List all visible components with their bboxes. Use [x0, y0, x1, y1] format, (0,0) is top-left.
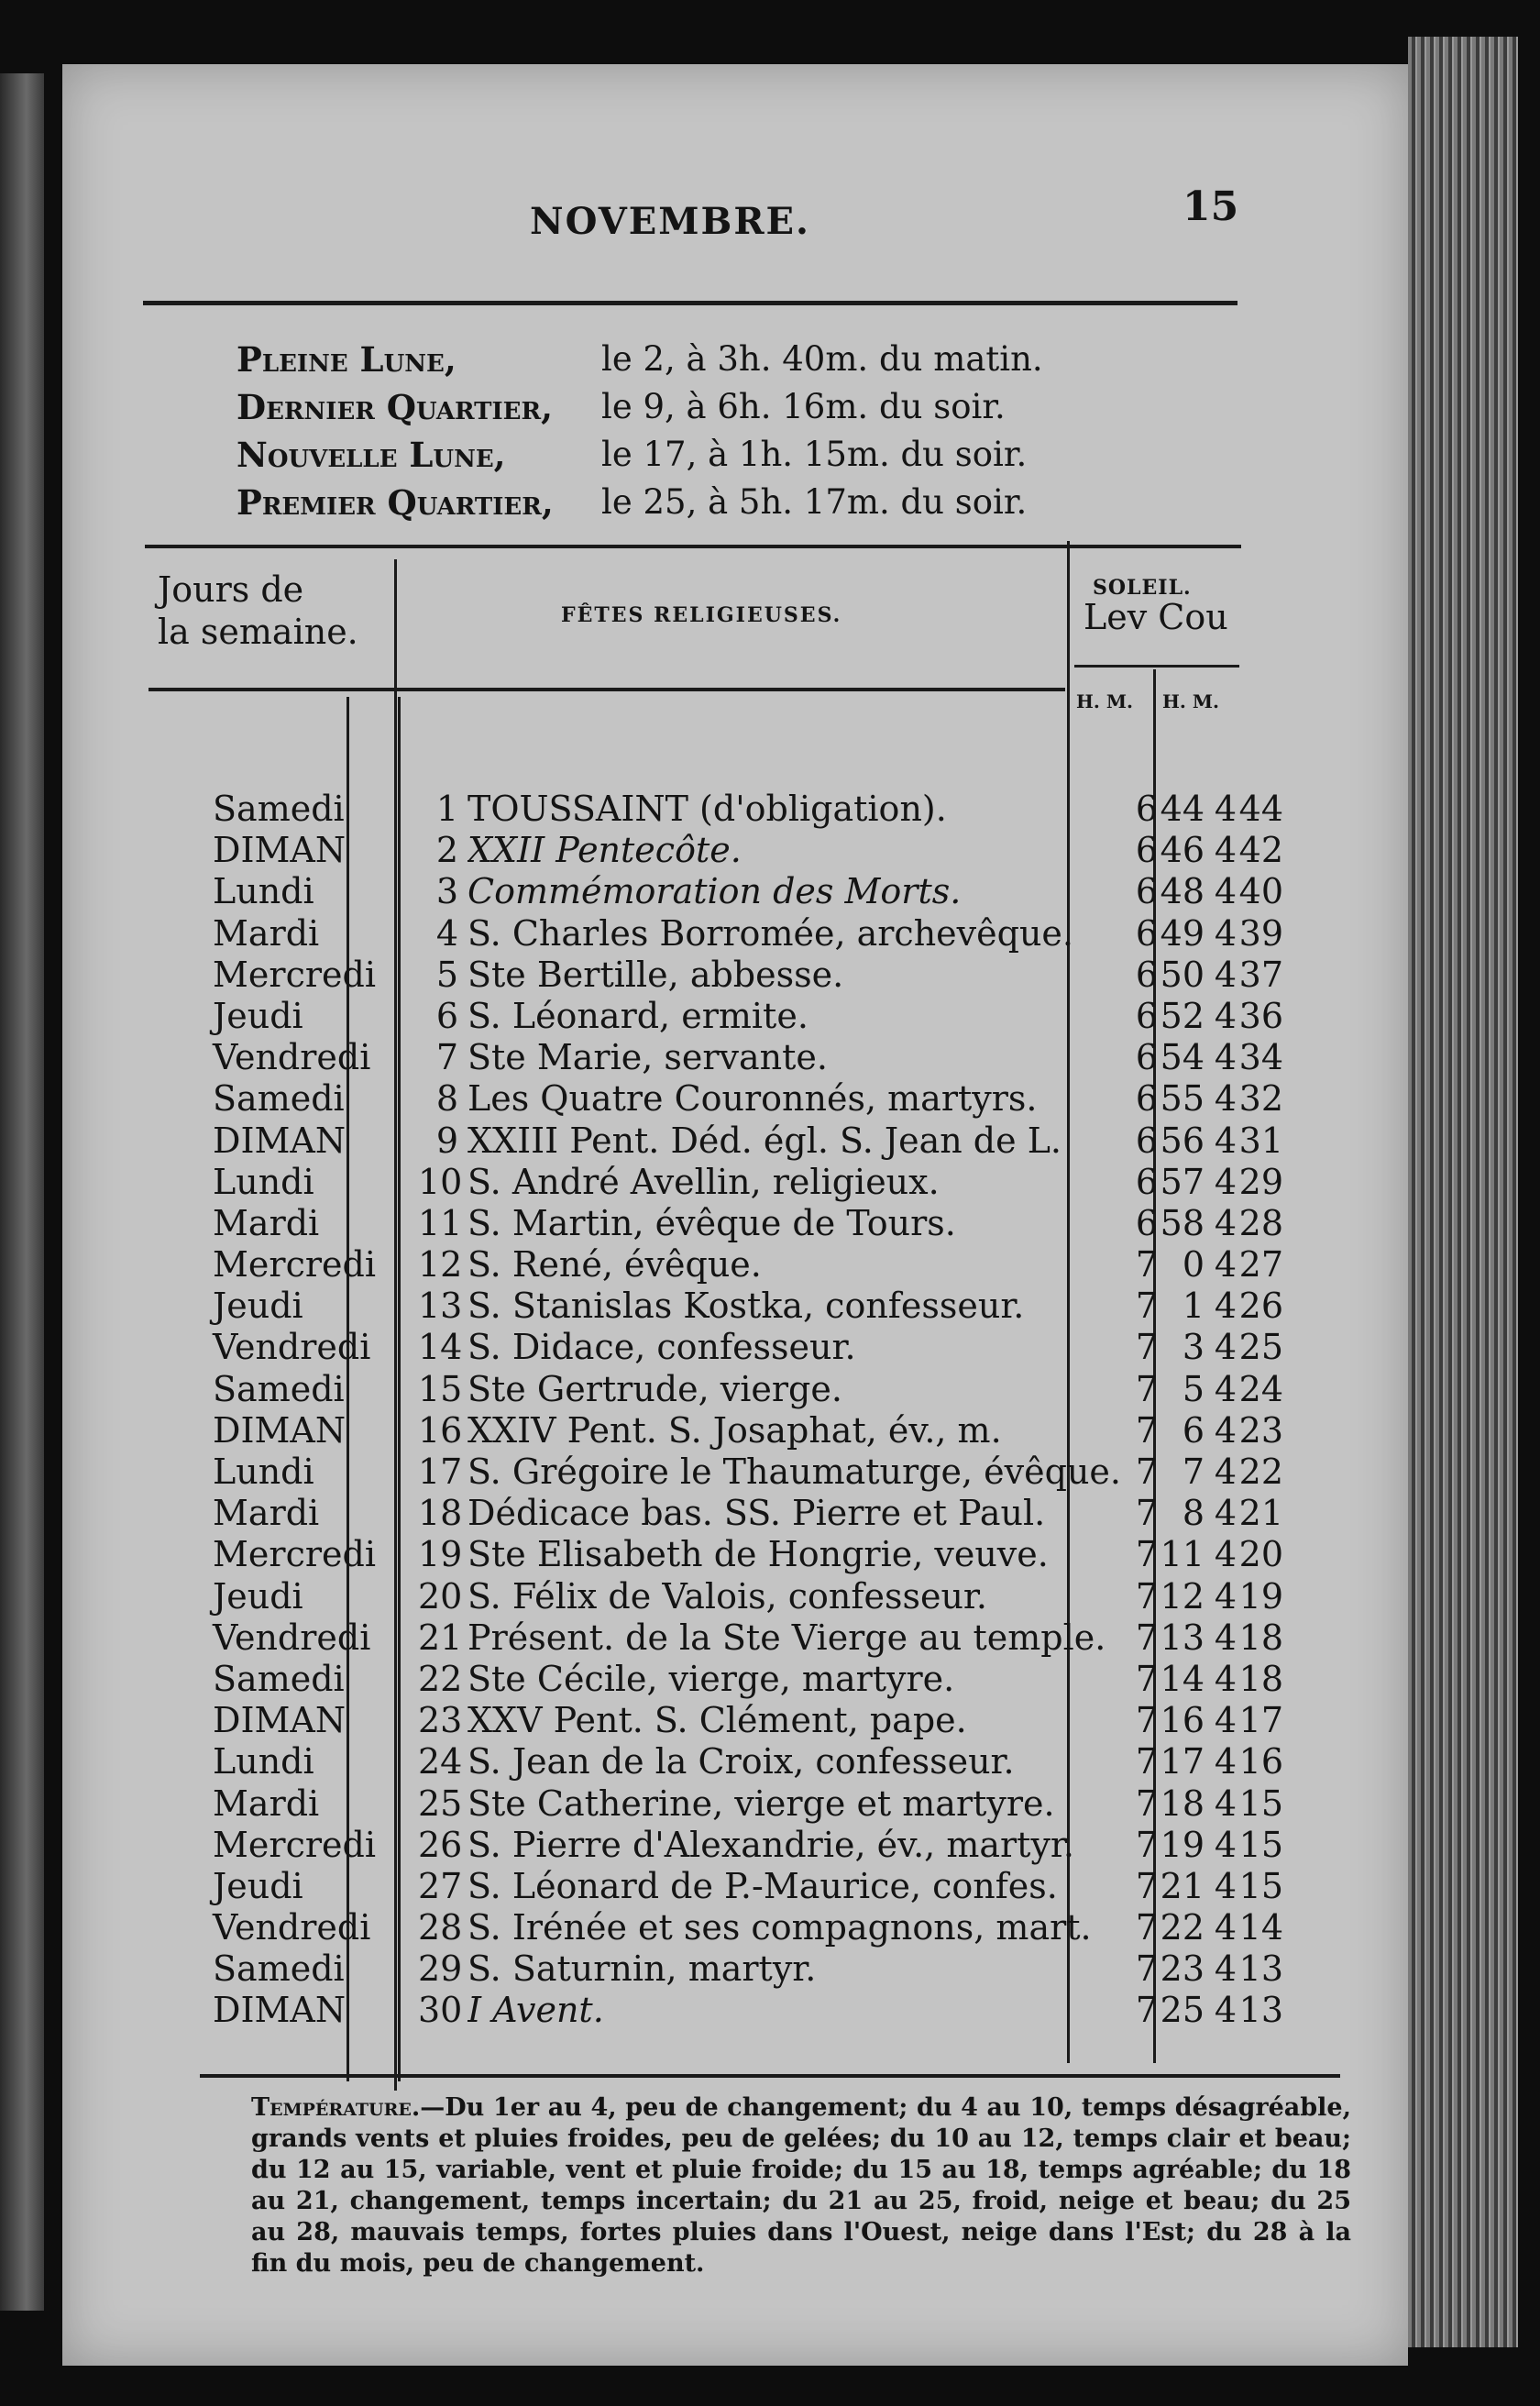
feast-cell: S. René, évêque. [468, 1244, 762, 1286]
sunrise-minute: 14 [1160, 1658, 1204, 1699]
feast-cell: S. Stanislas Kostka, confesseur. [468, 1286, 1025, 1327]
sunset-hour: 4 [1214, 1700, 1238, 1741]
sunset-hour: 4 [1214, 1451, 1238, 1492]
sunset-minute: 40 [1238, 871, 1283, 912]
sunset-hour: 4 [1214, 1409, 1238, 1451]
date-cell: 27 [418, 1865, 463, 1906]
sunset-minute: 13 [1238, 1990, 1283, 2031]
day-cell: Samedi [213, 1078, 345, 1120]
day-cell: Samedi [213, 1948, 345, 1990]
sunrise-minute: 23 [1160, 1948, 1204, 1990]
day-cell: Mercredi [213, 1824, 376, 1865]
date-cell: 2 [435, 830, 458, 871]
date-cell: 3 [435, 871, 458, 912]
sunset-minute: 18 [1238, 1658, 1283, 1699]
header-bottom-rule [148, 688, 1065, 691]
sunset-hour: 4 [1214, 1286, 1238, 1327]
sunset-minute: 36 [1238, 995, 1283, 1036]
date-cell: 5 [435, 954, 458, 995]
sunrise-hour: 6 [1135, 789, 1159, 829]
feast-cell: S. Didace, confesseur. [468, 1327, 856, 1368]
sunrise-hour: 7 [1135, 1493, 1159, 1534]
sunrise-minute: 54 [1160, 1037, 1204, 1078]
date-cell: 15 [418, 1368, 463, 1409]
sunset-minute: 44 [1238, 789, 1283, 829]
day-cell: Mercredi [213, 1244, 376, 1286]
day-cell: Mardi [213, 1493, 320, 1534]
day-cell: Samedi [213, 1658, 345, 1699]
sunset-minute: 15 [1238, 1865, 1283, 1906]
sunrise-minute: 13 [1160, 1617, 1204, 1658]
feast-cell: XXII Pentecôte. [468, 830, 742, 871]
phase-text: le 2, à 3h. 40m. du matin. [601, 339, 1043, 379]
sunset-minute: 29 [1238, 1161, 1283, 1202]
sunrise-minute: 58 [1160, 1202, 1204, 1243]
sunrise-hour: 7 [1135, 1368, 1159, 1409]
sunrise-minute: 6 [1182, 1409, 1204, 1451]
feast-cell: XXIII Pent. Déd. égl. S. Jean de L. [468, 1120, 1062, 1161]
date-cell: 12 [418, 1244, 463, 1286]
top-rule [143, 301, 1238, 305]
sunset-minute: 34 [1238, 1037, 1283, 1078]
day-cell: Mercredi [213, 1534, 376, 1575]
day-cell: Jeudi [213, 1865, 303, 1906]
sun-header-rule [1074, 665, 1239, 668]
sun-header: SOLEIL. [1093, 576, 1192, 600]
sunset-hour: 4 [1214, 1617, 1238, 1658]
sunset-hour: 4 [1214, 1327, 1238, 1368]
phase-row [236, 431, 1245, 479]
sunset-hour: 4 [1214, 1202, 1238, 1243]
date-cell: 13 [418, 1286, 463, 1327]
sunset-minute: 31 [1238, 1120, 1283, 1161]
sunset-minute: 13 [1238, 1948, 1283, 1990]
feast-cell: Ste Bertille, abbesse. [468, 954, 844, 995]
date-cell: 17 [418, 1451, 463, 1492]
sunrise-minute: 3 [1182, 1327, 1204, 1368]
date-cell: 26 [418, 1824, 463, 1865]
phase-row [236, 479, 1245, 526]
sunset-hour: 4 [1214, 1493, 1238, 1534]
phase-name: Pleine Lune, [236, 339, 456, 380]
date-cell: 21 [418, 1617, 463, 1658]
sunset-hour: 4 [1214, 871, 1238, 912]
set-hm-label: H. M. [1162, 690, 1219, 712]
phase-row [236, 336, 1245, 383]
phase-text: le 17, à 1h. 15m. du soir. [601, 435, 1028, 474]
sunrise-hour: 7 [1135, 1617, 1159, 1658]
sunrise-hour: 7 [1135, 1990, 1159, 2031]
sunrise-minute: 48 [1160, 871, 1204, 912]
sunset-minute: 37 [1238, 954, 1283, 995]
day-cell: DIMAN [213, 1120, 346, 1161]
sunrise-minute: 16 [1160, 1700, 1204, 1741]
almanac-page [62, 64, 1408, 2366]
sunset-hour: 4 [1214, 1865, 1238, 1906]
sunrise-minute: 11 [1160, 1534, 1204, 1575]
phase-name: Premier Quartier, [236, 482, 554, 523]
sunrise-minute: 25 [1160, 1990, 1204, 2031]
date-cell: 14 [418, 1327, 463, 1368]
date-cell: 30 [418, 1990, 463, 2031]
sunrise-minute: 22 [1160, 1907, 1204, 1948]
day-cell: Samedi [213, 789, 345, 829]
date-cell: 19 [418, 1534, 463, 1575]
sunset-minute: 42 [1238, 830, 1283, 871]
day-cell: DIMAN [213, 1409, 346, 1451]
feast-cell: Ste Gertrude, vierge. [468, 1368, 842, 1409]
sunrise-minute: 0 [1182, 1244, 1204, 1286]
date-cell: 9 [435, 1120, 458, 1161]
phase-row [236, 383, 1245, 431]
sunset-hour: 4 [1214, 1990, 1238, 2031]
phase-text: le 9, à 6h. 16m. du soir. [601, 387, 1006, 426]
day-cell: Mardi [213, 1782, 320, 1824]
sunrise-hour: 7 [1135, 1534, 1159, 1575]
feast-cell: S. Pierre d'Alexandrie, év., martyr. [468, 1824, 1074, 1865]
day-cell: Jeudi [213, 1286, 303, 1327]
sunset-minute: 15 [1238, 1824, 1283, 1865]
date-cell: 4 [435, 912, 458, 954]
sunset-minute: 20 [1238, 1534, 1283, 1575]
feast-cell: S. Jean de la Croix, confesseur. [468, 1741, 1015, 1782]
sunset-hour: 4 [1214, 1782, 1238, 1824]
sunset-minute: 27 [1238, 1244, 1283, 1286]
day-cell: Mardi [213, 1202, 320, 1243]
day-cell: Mercredi [213, 954, 376, 995]
sunrise-hour: 7 [1135, 1451, 1159, 1492]
sunset-hour: 4 [1214, 1244, 1238, 1286]
day-cell: Vendredi [213, 1907, 371, 1948]
feast-cell: Ste Marie, servante. [468, 1037, 828, 1078]
sunrise-minute: 5 [1182, 1368, 1204, 1409]
date-cell: 22 [418, 1658, 463, 1699]
day-cell: Lundi [213, 871, 314, 912]
date-cell: 6 [435, 995, 458, 1036]
sunrise-minute: 46 [1160, 830, 1204, 871]
day-cell: DIMAN [213, 1700, 346, 1741]
sunrise-hour: 7 [1135, 1327, 1159, 1368]
phase-name: Nouvelle Lune, [236, 435, 506, 475]
sunset-minute: 32 [1238, 1078, 1283, 1120]
date-cell: 20 [418, 1575, 463, 1617]
sunrise-hour: 7 [1135, 1409, 1159, 1451]
sunset-hour: 4 [1214, 1907, 1238, 1948]
days-header-line2: la semaine. [158, 612, 358, 652]
sunset-hour: 4 [1214, 1120, 1238, 1161]
sunrise-hour: 7 [1135, 1824, 1159, 1865]
sunset-minute: 22 [1238, 1451, 1283, 1492]
sunrise-minute: 57 [1160, 1161, 1204, 1202]
phase-name: Dernier Quartier, [236, 387, 553, 427]
sunset-hour: 4 [1214, 1575, 1238, 1617]
feast-cell: Dédicace bas. SS. Pierre et Paul. [468, 1493, 1046, 1534]
temperature-note [251, 2092, 1351, 2279]
sunrise-hour: 7 [1135, 1865, 1159, 1906]
date-cell: 18 [418, 1493, 463, 1534]
sunrise-minute: 8 [1182, 1493, 1204, 1534]
date-cell: 24 [418, 1741, 463, 1782]
sunrise-minute: 55 [1160, 1078, 1204, 1120]
sunset-minute: 19 [1238, 1575, 1283, 1617]
sunset-hour: 4 [1214, 1824, 1238, 1865]
sunrise-minute: 19 [1160, 1824, 1204, 1865]
sunrise-minute: 56 [1160, 1120, 1204, 1161]
sunset-minute: 18 [1238, 1617, 1283, 1658]
date-cell: 16 [418, 1409, 463, 1451]
sunset-minute: 25 [1238, 1327, 1283, 1368]
day-cell: Mardi [213, 912, 320, 954]
sunset-hour: 4 [1214, 789, 1238, 829]
temperature-text: —Du 1er au 4, peu de changement; du 4 au 10, temps désagréable, grands vents et pluies froides, peu de gelées; du 10 au 12, temps clair et beau; du 12 au 15, variable, vent et pluie froide; du 15 au 18, temps agréable; du 18 au 21, changement, temps incertain; du 21 au 25, froid, neige et beau; du 25 au 28, mauvais temps, fortes pluies dans l'Ouest, neige dans l'Est; du 28 à la fin du mois, peu de changement. [251, 2093, 1351, 2278]
feast-cell: S. Irénée et ses compagnons, mart. [468, 1907, 1092, 1948]
sunset-hour: 4 [1214, 1658, 1238, 1699]
date-cell: 25 [418, 1782, 463, 1824]
sunrise-hour: 6 [1135, 1078, 1159, 1120]
date-cell: 29 [418, 1948, 463, 1990]
sunrise-hour: 6 [1135, 1037, 1159, 1078]
sunrise-minute: 7 [1182, 1451, 1204, 1492]
sunset-minute: 17 [1238, 1700, 1283, 1741]
feast-cell: TOUSSAINT (d'obligation). [468, 789, 947, 829]
moon-phases [236, 336, 1245, 526]
sunrise-minute: 52 [1160, 995, 1204, 1036]
sunset-hour: 4 [1214, 830, 1238, 871]
day-cell: Vendredi [213, 1327, 371, 1368]
bottom-rule [200, 2074, 1340, 2078]
sunrise-minute: 49 [1160, 912, 1204, 954]
sunrise-hour: 7 [1135, 1575, 1159, 1617]
sunset-hour: 4 [1214, 1161, 1238, 1202]
page-number: 15 [1182, 183, 1239, 230]
sunrise-hour: 7 [1135, 1244, 1159, 1286]
sunrise-minute: 50 [1160, 954, 1204, 995]
feast-cell: S. Léonard, ermite. [468, 995, 808, 1036]
sunrise-hour: 6 [1135, 1202, 1159, 1243]
sunrise-hour: 7 [1135, 1286, 1159, 1327]
feast-cell: Les Quatre Couronnés, martyrs. [468, 1078, 1038, 1120]
sunrise-minute: 21 [1160, 1865, 1204, 1906]
sunrise-hour: 7 [1135, 1782, 1159, 1824]
phase-text: le 25, à 5h. 17m. du soir. [601, 482, 1028, 522]
sunset-minute: 24 [1238, 1368, 1283, 1409]
date-cell: 10 [418, 1161, 463, 1202]
sunset-hour: 4 [1214, 912, 1238, 954]
feast-cell: S. Félix de Valois, confesseur. [468, 1575, 987, 1617]
day-cell: Jeudi [213, 995, 303, 1036]
feast-cell: Ste Catherine, vierge et martyre. [468, 1782, 1055, 1824]
day-cell: Lundi [213, 1741, 314, 1782]
sunrise-hour: 7 [1135, 1700, 1159, 1741]
sunset-minute: 28 [1238, 1202, 1283, 1243]
sun-subheader: Lev Cou [1084, 597, 1228, 637]
day-cell: DIMAN [213, 1990, 346, 2031]
feast-cell: S. Martin, évêque de Tours. [468, 1202, 956, 1243]
sunrise-hour: 6 [1135, 1120, 1159, 1161]
sunrise-hour: 7 [1135, 1658, 1159, 1699]
sunset-minute: 21 [1238, 1493, 1283, 1534]
feast-cell: S. Charles Borromée, archevêque. [468, 912, 1073, 954]
feast-cell: Présent. de la Ste Vierge au temple. [468, 1617, 1106, 1658]
sunrise-hour: 6 [1135, 1161, 1159, 1202]
day-cell: Vendredi [213, 1617, 371, 1658]
sunset-minute: 23 [1238, 1409, 1283, 1451]
sunrise-hour: 6 [1135, 995, 1159, 1036]
sunrise-hour: 7 [1135, 1741, 1159, 1782]
sunset-minute: 26 [1238, 1286, 1283, 1327]
date-cell: 7 [435, 1037, 458, 1078]
temperature-label: Température. [251, 2093, 421, 2122]
date-cell: 8 [435, 1078, 458, 1120]
feast-cell: Ste Elisabeth de Hongrie, veuve. [468, 1534, 1049, 1575]
day-cell: Lundi [213, 1161, 314, 1202]
day-cell: Lundi [213, 1451, 314, 1492]
page-stack-edge [1408, 37, 1518, 2347]
sunrise-hour: 6 [1135, 912, 1159, 954]
table-top-rule [145, 545, 1241, 548]
sunrise-hour: 7 [1135, 1907, 1159, 1948]
feasts-header: FÊTES RELIGIEUSES. [561, 603, 842, 627]
sunrise-minute: 17 [1160, 1741, 1204, 1782]
sunset-minute: 16 [1238, 1741, 1283, 1782]
feast-cell: S. Saturnin, martyr. [468, 1948, 817, 1990]
day-cell: Samedi [213, 1368, 345, 1409]
date-cell: 1 [435, 789, 458, 829]
sunset-minute: 39 [1238, 912, 1283, 954]
feast-cell: S. André Avellin, religieux. [468, 1161, 940, 1202]
sunset-hour: 4 [1214, 1368, 1238, 1409]
date-cell: 28 [418, 1907, 463, 1948]
sunrise-minute: 18 [1160, 1782, 1204, 1824]
feast-cell: Commémoration des Morts. [468, 871, 962, 912]
sunrise-minute: 1 [1182, 1286, 1204, 1327]
sunset-minute: 15 [1238, 1782, 1283, 1824]
feast-cell: S. Grégoire le Thaumaturge, évêque. [468, 1451, 1121, 1492]
sunrise-hour: 6 [1135, 954, 1159, 995]
date-cell: 11 [418, 1202, 463, 1243]
feast-cell: Ste Cécile, vierge, martyre. [468, 1658, 955, 1699]
sunset-hour: 4 [1214, 1078, 1238, 1120]
day-cell: DIMAN [213, 830, 346, 871]
feast-cell: XXIV Pent. S. Josaphat, év., m. [468, 1409, 1002, 1451]
feast-cell: XXV Pent. S. Clément, pape. [468, 1700, 967, 1741]
sunrise-minute: 44 [1160, 789, 1204, 829]
month-title: NOVEMBRE. [530, 200, 810, 243]
feast-cell: S. Léonard de P.-Maurice, confes. [468, 1865, 1058, 1906]
facing-page-edge [0, 73, 44, 2311]
sunrise-minute: 12 [1160, 1575, 1204, 1617]
sunset-hour: 4 [1214, 1741, 1238, 1782]
sunset-hour: 4 [1214, 1037, 1238, 1078]
day-cell: Jeudi [213, 1575, 303, 1617]
days-header-line1: Jours de [158, 569, 304, 610]
rise-hm-label: H. M. [1076, 690, 1133, 712]
sunset-hour: 4 [1214, 1948, 1238, 1990]
day-cell: Vendredi [213, 1037, 371, 1078]
sunset-minute: 14 [1238, 1907, 1283, 1948]
sunrise-hour: 7 [1135, 1948, 1159, 1990]
sunset-hour: 4 [1214, 1534, 1238, 1575]
sunrise-hour: 6 [1135, 830, 1159, 871]
date-cell: 23 [418, 1700, 463, 1741]
sunset-hour: 4 [1214, 954, 1238, 995]
feast-cell: I Avent. [468, 1990, 604, 2031]
sunrise-hour: 6 [1135, 871, 1159, 912]
sunset-hour: 4 [1214, 995, 1238, 1036]
